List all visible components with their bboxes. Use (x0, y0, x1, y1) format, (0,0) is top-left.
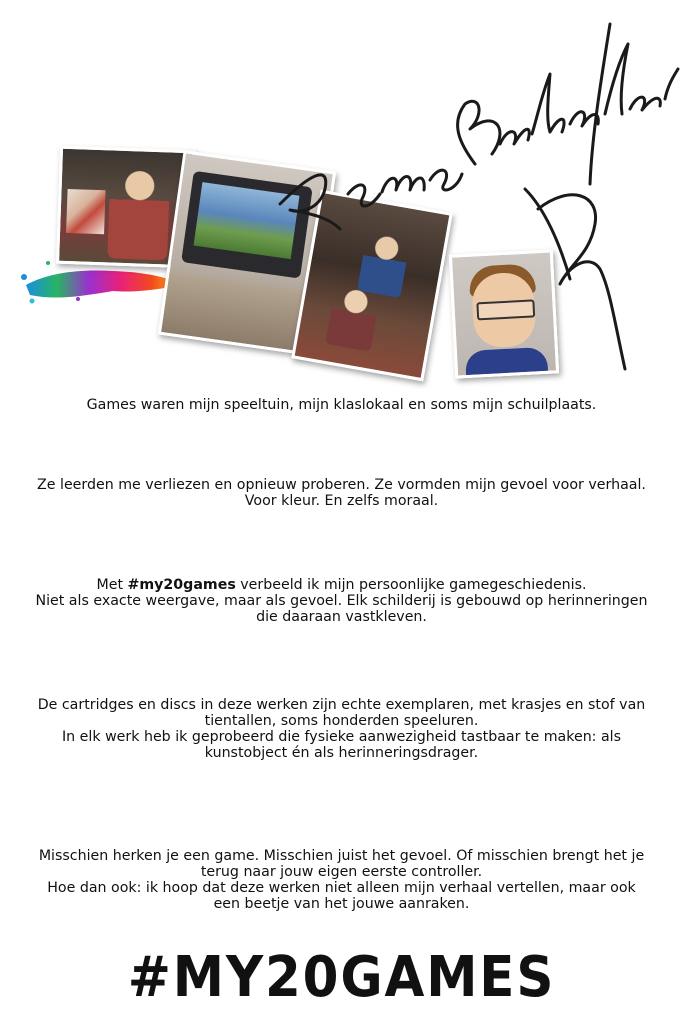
lessons-line-1: Ze leerden me verliezen en opnieuw proberen. Ze vormden mijn gevoel voor verhaal. (37, 477, 646, 493)
closing-line-1: Misschien herken je een game. Misschien juist het gevoel. Of misschien brengt het je (38, 848, 645, 864)
hashtag-title: #MY20GAMES (127, 945, 556, 1010)
lessons-paragraph (0, 477, 683, 509)
closing-line-3: Hoe dan ook: ik hoop dat deze werken niet alleen mijn verhaal vertellen, maar ook (47, 880, 636, 896)
project-paragraph (0, 577, 683, 625)
intro-paragraph (0, 397, 683, 413)
closing-line-4: een beetje van het jouwe aanraken. (213, 896, 470, 912)
intro-line: Games waren mijn speeltuin, mijn klaslokaal en soms mijn schuilplaats. (86, 397, 597, 413)
cartridges-line-2: tientallen, soms honderden speeluren. (204, 713, 479, 729)
hashtag-inline: #my20games (127, 577, 236, 593)
cartridges-line-1: De cartridges en discs in deze werken zijn echte exemplaren, met krasjes en stof van (37, 697, 646, 713)
cartridges-line-3: In elk werk heb ik geprobeerd die fysieke aanwezigheid tastbaar te maken: als (61, 729, 621, 745)
cartridges-paragraph (0, 697, 683, 761)
project-line-3: die daaraan vastkleven. (256, 609, 427, 625)
photo-collage (0, 0, 683, 385)
project-line-1: Met #my20games verbeeld ik mijn persoonlijke gamegeschiedenis. (96, 577, 587, 593)
lessons-line-2: Voor kleur. En zelfs moraal. (244, 493, 439, 509)
signature (270, 14, 680, 384)
cartridges-line-4: kunstobject én als herinneringsdrager. (204, 745, 479, 761)
closing-paragraph (0, 848, 683, 912)
project-line-2: Niet als exacte weergave, maar als gevoel. Elk schilderij is gebouwd op herinneringen (35, 593, 648, 609)
closing-line-2: terug naar jouw eigen eerste controller. (200, 864, 483, 880)
